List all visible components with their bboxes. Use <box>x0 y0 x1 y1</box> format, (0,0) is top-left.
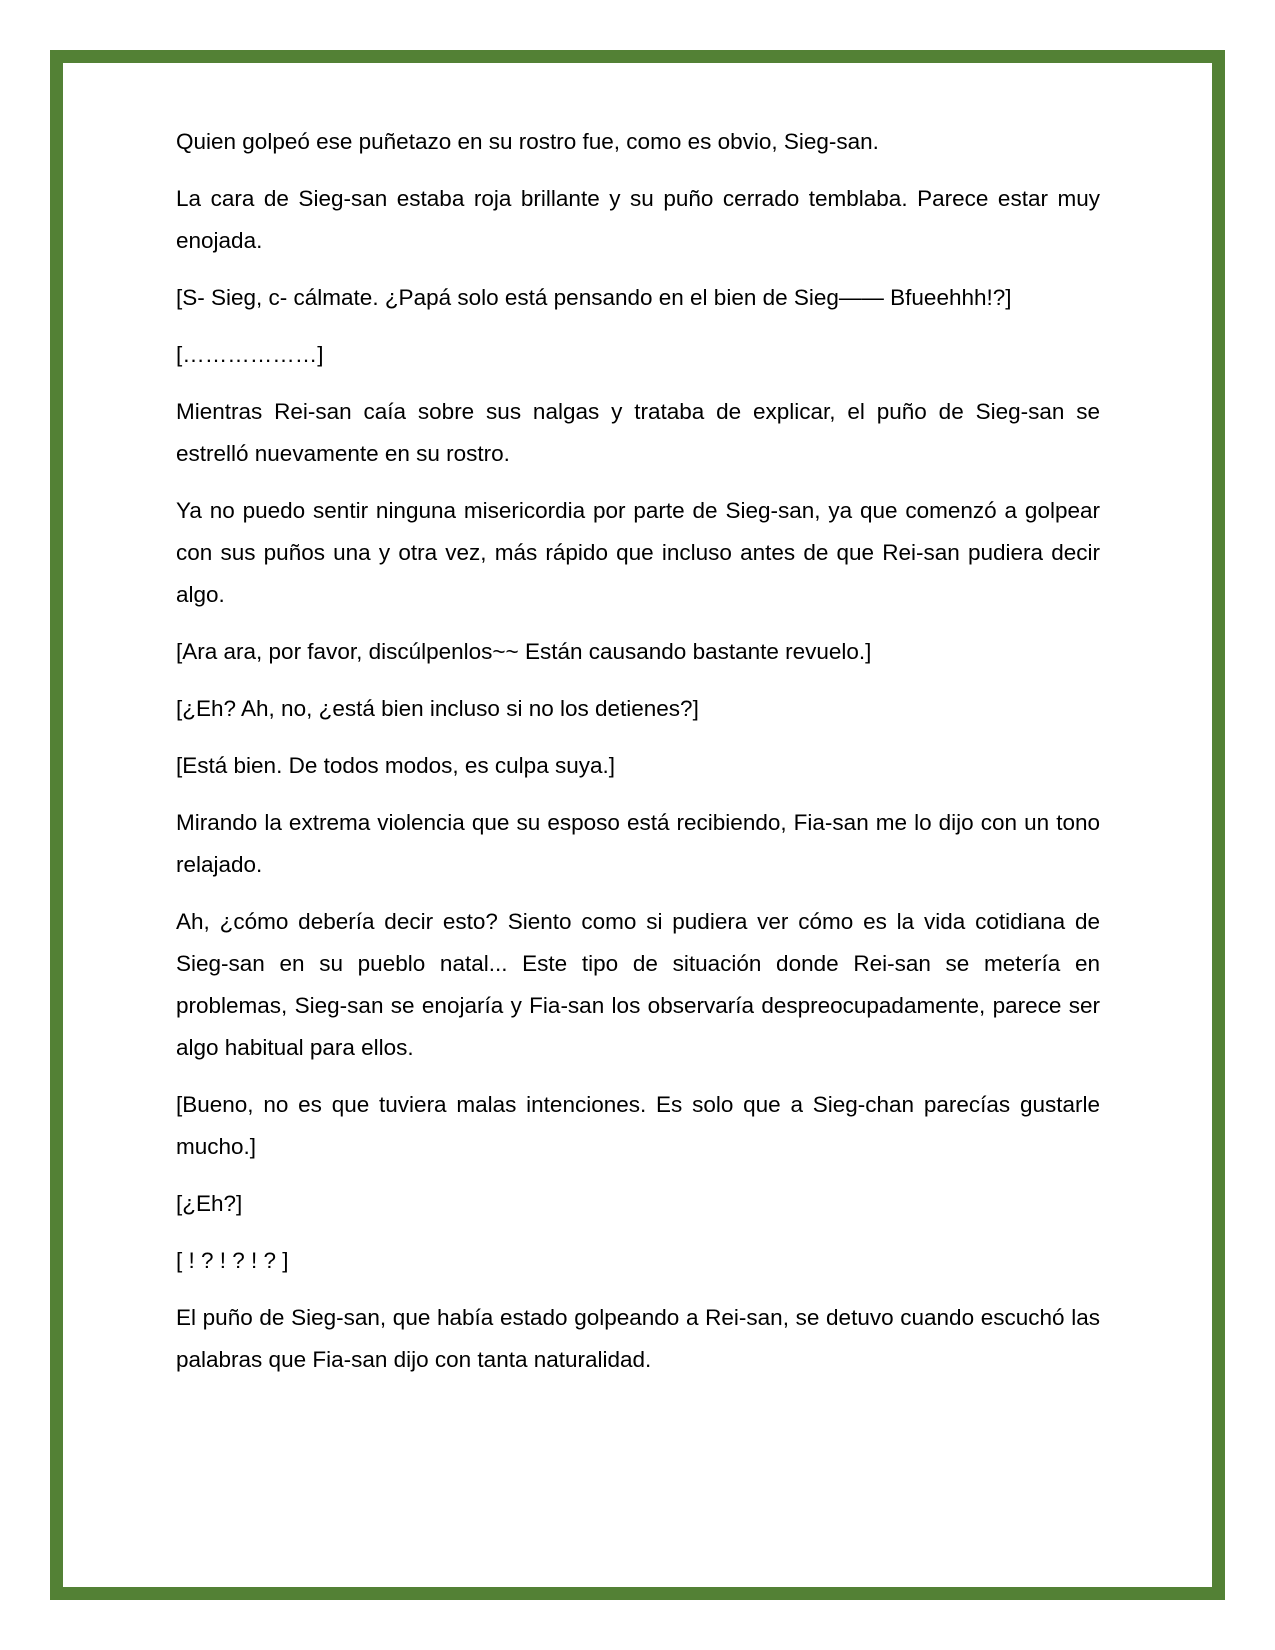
paragraph: Ah, ¿cómo debería decir esto? Siento como si pudiera ver cómo es la vida cotidiana de Sieg-san en su pueblo natal... Este tipo de situación donde Rei-san se metería en problemas, Sieg-san se enojaría y Fia-san los observaría despreocupadamente, parece ser algo habitual para ellos. <box>176 909 1100 1060</box>
document-body <box>176 121 1100 1396</box>
dialogue-line: [………………] <box>176 342 324 367</box>
dialogue-line: [S- Sieg, c- cálmate. ¿Papá solo está pensando en el bien de Sieg—— Bfueehhh!?] <box>176 285 1012 310</box>
paragraph: Mientras Rei-san caía sobre sus nalgas y trataba de explicar, el puño de Sieg-san se estrelló nuevamente en su rostro. <box>176 399 1100 466</box>
dialogue-line: [Está bien. De todos modos, es culpa suya.] <box>176 753 615 778</box>
paragraph: El puño de Sieg-san, que había estado golpeando a Rei-san, se detuvo cuando escuchó las palabras que Fia-san dijo con tanta naturalidad. <box>176 1305 1100 1372</box>
dialogue-line: [ ! ? ! ? ! ? ] <box>176 1248 289 1273</box>
dialogue-line: [¿Eh?] <box>176 1191 243 1216</box>
dialogue-line: [Ara ara, por favor, discúlpenlos~~ Están causando bastante revuelo.] <box>176 639 872 664</box>
dialogue-line: [Bueno, no es que tuviera malas intenciones. Es solo que a Sieg-chan parecías gustarle mucho.] <box>176 1092 1100 1159</box>
paragraph: Ya no puedo sentir ninguna misericordia por parte de Sieg-san, ya que comenzó a golpear con sus puños una y otra vez, más rápido que incluso antes de que Rei-san pudiera decir algo. <box>176 498 1100 607</box>
paragraph: Mirando la extrema violencia que su esposo está recibiendo, Fia-san me lo dijo con un tono relajado. <box>176 810 1100 877</box>
dialogue-line: [¿Eh? Ah, no, ¿está bien incluso si no los detienes?] <box>176 696 699 721</box>
paragraph: La cara de Sieg-san estaba roja brillante y su puño cerrado temblaba. Parece estar muy enojada. <box>176 186 1100 253</box>
paragraph: Quien golpeó ese puñetazo en su rostro fue, como es obvio, Sieg-san. <box>176 129 879 154</box>
